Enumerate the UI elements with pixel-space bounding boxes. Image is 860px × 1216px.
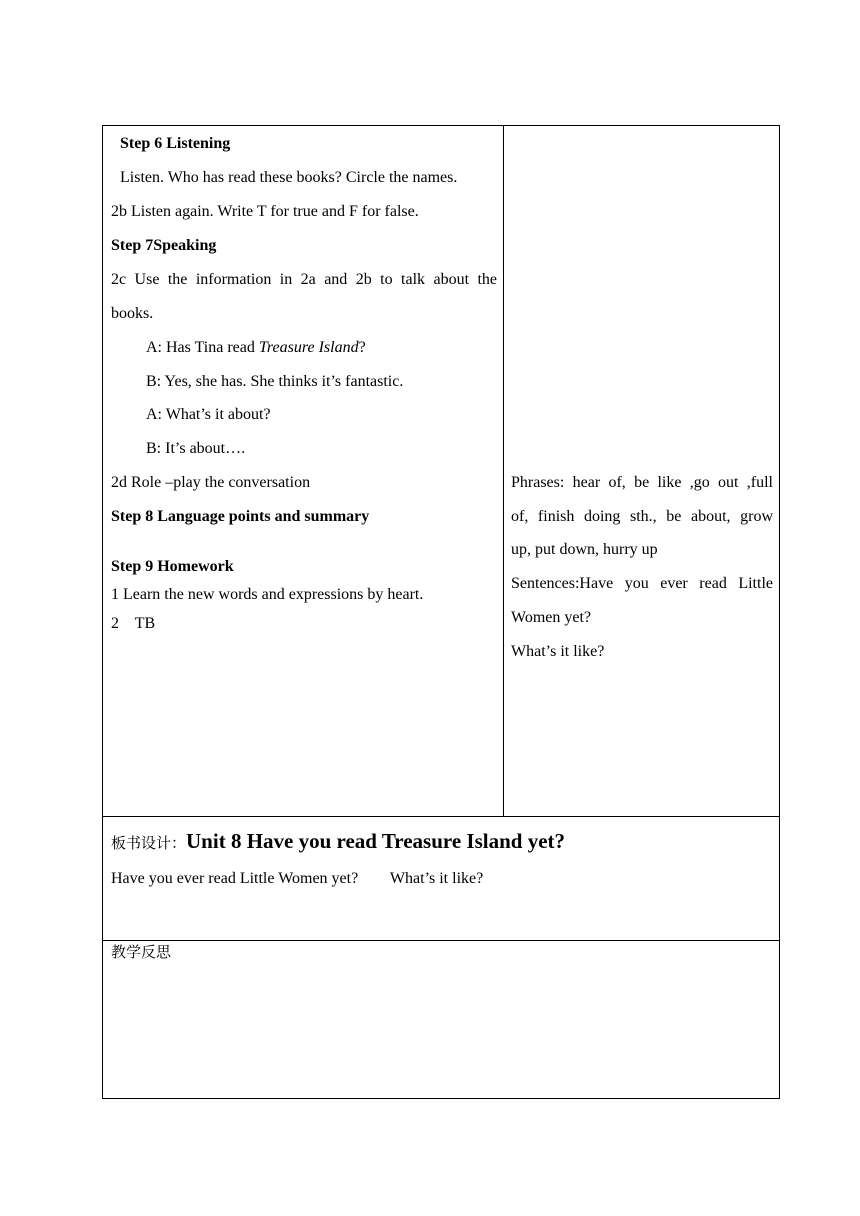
dialog-line-1 [146,338,366,358]
step7-2c-line1: 2c Use the information in 2a and 2b to talk about the [111,271,497,288]
step9-heading: Step 9 Homework [111,558,234,575]
homework-item-2: 2 TB [111,615,156,632]
step7-2c-line2: books. [111,305,154,322]
dialog-line-2: B: Yes, she has. She thinks it’s fantastic. [146,373,404,390]
step6-instruction: Listen. Who has read these books? Circle the names. [120,169,458,186]
step8-heading: Step 8 Language points and summary [111,508,370,525]
dialog-line-1-suffix: ? [358,339,366,356]
step6-2b: 2b Listen again. Write T for true and F for false. [111,203,419,220]
phrases-line-2: of, finish doing sth., be about, grow [511,508,773,525]
teaching-reflection-label: 教学反思 [111,943,172,961]
lesson-plan-table [102,125,780,1099]
homework-item-1: 1 Learn the new words and expressions by heart. [111,586,424,603]
board-design-heading [111,828,565,857]
dialog-line-1-prefix: A: Has Tina read [146,339,259,356]
phrases-line-1: Phrases: hear of, be like ,go out ,full [511,474,773,491]
step6-heading: Step 6 Listening [120,135,231,152]
column-divider [503,126,504,816]
row-divider-board [103,816,779,817]
step7-heading: Step 7Speaking [111,237,217,254]
board-design-title: Unit 8 Have you read Treasure Island yet? [186,829,566,853]
board-design-label: 板书设计： [111,834,187,852]
board-design-line: Have you ever read Little Women yet? What’s it like? [111,870,484,887]
sentences-line-3: What’s it like? [511,643,605,660]
book-title-italic: Treasure Island [258,339,359,356]
dialog-line-3: A: What’s it about? [146,406,271,423]
row-divider-reflection [103,940,779,941]
role-play-line: 2d Role –play the conversation [111,474,311,491]
sentences-line-1: Sentences:Have you ever read Little [511,575,773,592]
dialog-line-4: B: It’s about…. [146,440,246,457]
phrases-line-3: up, put down, hurry up [511,541,658,558]
sentences-line-2: Women yet? [511,609,592,626]
